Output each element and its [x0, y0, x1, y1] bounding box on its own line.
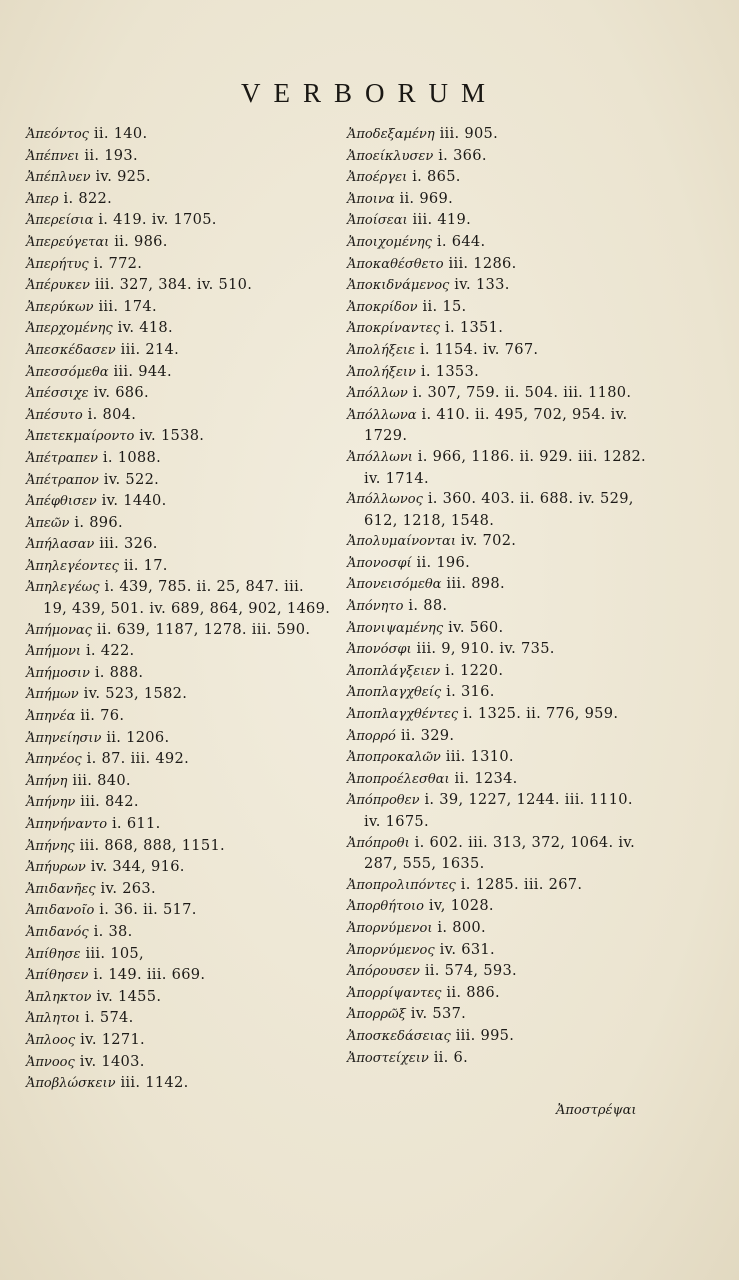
- references: iv, 1028.: [428, 897, 494, 915]
- index-entry: [347, 596, 652, 618]
- headword: Ἀπήμοσιν: [26, 665, 90, 681]
- headword: Ἀπιδανοῖο: [26, 903, 95, 919]
- index-entry: [26, 792, 331, 814]
- headword: Ἀπόλλωνα: [347, 407, 417, 423]
- index-entry: [26, 922, 331, 944]
- references: ii. 193.: [84, 146, 138, 164]
- headword: Ἀπηνέα: [26, 709, 76, 725]
- references: i. 1325. ii. 776, 959.: [463, 705, 619, 723]
- references: i. 88.: [408, 597, 448, 615]
- headword: Ἀπήνη: [26, 773, 68, 789]
- references: i. 410. ii. 495, 702, 954. iv. 1729.: [364, 405, 628, 445]
- headword: Ἀποδεξαμένη: [347, 127, 435, 142]
- headword: Ἀπλοος: [26, 1032, 76, 1048]
- index-entry: [347, 167, 652, 189]
- index-entry: [347, 297, 652, 319]
- headword: Ἀπόλλων: [347, 386, 408, 402]
- index-entry: [347, 639, 652, 661]
- references: iv. 560.: [448, 618, 504, 636]
- index-entry: [26, 470, 331, 492]
- references: iii. 327, 384. iv. 510.: [94, 276, 253, 294]
- headword: Ἀπληκτον: [26, 989, 92, 1005]
- index-entry: [347, 318, 652, 340]
- headword: Ἀπετεκμαίροντο: [26, 429, 135, 445]
- headword: Ἀπονοσφί: [347, 555, 412, 571]
- headword: Ἀπνοος: [26, 1054, 75, 1070]
- references: i. 822.: [63, 189, 113, 207]
- references: iv. 263.: [100, 879, 156, 897]
- references: iii. 214.: [120, 340, 180, 358]
- headword: Ἀποέργει: [347, 170, 408, 186]
- references: i. 419. iv. 1705.: [98, 211, 217, 229]
- index-entry: [347, 726, 652, 748]
- references: iii. 944.: [113, 362, 172, 380]
- headword: Ἀπόπροθεν: [347, 793, 420, 809]
- headword: Ἀπόνητο: [347, 599, 404, 615]
- index-entry: [26, 534, 331, 556]
- references: iii. 842.: [80, 793, 139, 811]
- references: ii. 986.: [114, 232, 168, 250]
- references: i. 38.: [93, 922, 133, 940]
- index-entry: [26, 900, 331, 922]
- index-entry: [347, 362, 652, 384]
- index-entry: [347, 447, 652, 489]
- index-entry: [26, 857, 331, 879]
- index-entry: [347, 1004, 652, 1026]
- index-column-left: [26, 124, 331, 1095]
- index-entry: [26, 254, 331, 276]
- index-entry: [26, 362, 331, 384]
- references: i. 644.: [436, 232, 486, 250]
- references: i. 966, 1186. ii. 929. iii. 1282. iv. 1714.: [364, 447, 646, 487]
- references: i. 574.: [85, 1009, 134, 1027]
- headword: Ἀπόλλωνος: [347, 492, 423, 508]
- headword: Ἀπορρίψαντες: [347, 985, 442, 1001]
- headword: Ἀπονόσφι: [347, 642, 412, 658]
- headword: Ἀπηλεγέως: [26, 580, 100, 596]
- headword: Ἀπερείσια: [26, 213, 94, 229]
- headword: Ἀπήλασαν: [26, 537, 95, 553]
- headword: Ἀπεῶν: [26, 515, 70, 531]
- index-entry: [26, 167, 331, 189]
- references: i. 1353.: [420, 362, 480, 380]
- index-entry: [347, 1048, 652, 1070]
- index-entry: [347, 682, 652, 704]
- headword: Ἀπερχομένης: [26, 321, 113, 337]
- headword: Ἀπολήξειν: [347, 364, 416, 380]
- headword: Ἀποπλαγχθείς: [347, 685, 442, 701]
- index-entry: [26, 275, 331, 297]
- references: iv. 133.: [454, 276, 510, 294]
- references: ii. 140.: [93, 125, 148, 142]
- index-entry: [26, 641, 331, 663]
- references: iv. 702.: [460, 532, 517, 550]
- headword: Ἀπήμων: [26, 687, 79, 703]
- index-entry: [26, 426, 331, 448]
- references: ii. 6.: [433, 1048, 469, 1066]
- headword: Ἀπιδανῆες: [26, 881, 96, 897]
- references: iv. 523, 1582.: [83, 685, 188, 703]
- references: ii. 1206.: [106, 728, 170, 746]
- headword: Ἀπιδανός: [26, 924, 89, 940]
- index-entry: [347, 940, 652, 962]
- index-entry: [26, 405, 331, 427]
- index-entry: [26, 383, 331, 405]
- index-entry: [347, 124, 652, 146]
- index-entry: [347, 405, 652, 447]
- references: ii. 1234.: [454, 769, 518, 787]
- index-entry: [347, 383, 652, 405]
- headword: Ἀπορθήτοιο: [347, 899, 424, 915]
- headword: Ἀποίσεαι: [347, 213, 408, 229]
- headword: Ἀπολυμαίνονται: [347, 534, 456, 550]
- index-entry: [26, 318, 331, 340]
- headword: Ἀποπρολιπόντες: [347, 877, 456, 893]
- index-entry: [347, 189, 652, 211]
- index-entry: [26, 684, 331, 706]
- index-entry: [347, 340, 652, 362]
- headword: Ἀπέσσιχε: [26, 386, 89, 402]
- headword: Ἀπλητοι: [26, 1011, 81, 1027]
- references: iii. 905.: [439, 125, 499, 142]
- index-entry: [26, 987, 331, 1009]
- index-entry: [347, 983, 652, 1005]
- references: iii. 105,: [85, 944, 144, 962]
- references: iv. 537.: [410, 1005, 467, 1023]
- index-entry: [347, 618, 652, 640]
- index-entry: [26, 146, 331, 168]
- index-entry: [347, 790, 652, 832]
- index-entry: [26, 1052, 331, 1074]
- references: i. 87. iii. 492.: [86, 750, 190, 768]
- index-entry: [26, 124, 331, 146]
- headword: Ἀπήνης: [26, 838, 75, 854]
- references: i. 149. iii. 669.: [93, 966, 206, 984]
- headword: Ἀπέρυκεν: [26, 278, 90, 294]
- references: iv. 418.: [117, 319, 173, 337]
- headword: Ἀποπροέλεσθαι: [347, 771, 450, 787]
- references: i. 316.: [446, 683, 495, 701]
- headword: Ἀποινα: [347, 191, 395, 207]
- references: ii. 76.: [80, 707, 125, 725]
- index-entry: [26, 210, 331, 232]
- references: iv. 1455.: [96, 987, 162, 1005]
- index-entry: [26, 556, 331, 578]
- references: iv. 686.: [93, 384, 149, 402]
- index-entry: [26, 879, 331, 901]
- index-entry: [26, 1008, 331, 1030]
- references: iv. 631.: [439, 940, 495, 958]
- headword: Ἀπερύκων: [26, 299, 94, 315]
- references: iii. 174.: [98, 297, 157, 315]
- headword: Ἀπέπλυεν: [26, 170, 91, 186]
- references: i. 1285. iii. 267.: [460, 875, 583, 893]
- references: iii. 326.: [99, 535, 158, 553]
- headword: Ἀποκρίδον: [347, 299, 418, 315]
- references: ii. 329.: [400, 726, 455, 744]
- headword: Ἀπόρουσεν: [347, 964, 420, 980]
- headword: Ἀποβλώσκειν: [26, 1076, 116, 1092]
- catchword: Ἀποστρέψαι: [556, 1103, 637, 1118]
- references: iv. 1538.: [139, 427, 205, 445]
- references: ii. 196.: [416, 553, 471, 571]
- index-entry: [26, 771, 331, 793]
- index-entry: [26, 944, 331, 966]
- index-entry: [26, 1073, 331, 1095]
- references: ii. 969.: [399, 189, 454, 207]
- headword: Ἀπέσυτο: [26, 407, 83, 423]
- index-entry: [347, 769, 652, 791]
- index-entry: [26, 663, 331, 685]
- references: ii. 574, 593.: [424, 962, 517, 980]
- index-entry: [347, 553, 652, 575]
- references: iv. 522.: [103, 470, 160, 488]
- references: i. 1351.: [445, 319, 504, 337]
- headword: Ἀπονιψαμένης: [347, 620, 444, 636]
- references: iv. 344, 916.: [90, 858, 185, 876]
- references: i. 1088.: [102, 448, 162, 466]
- headword: Ἀποκρίναντες: [347, 321, 441, 337]
- index-entry: [347, 210, 652, 232]
- headword: Ἀπεόντος: [26, 127, 89, 142]
- references: i. 888.: [94, 663, 144, 681]
- headword: Ἀπίθησε: [26, 946, 81, 962]
- index-entry: [26, 728, 331, 750]
- index-entry: [26, 965, 331, 987]
- headword: Ἀπερ: [26, 191, 59, 207]
- index-entry: [347, 704, 652, 726]
- index-entry: [347, 146, 652, 168]
- headword: Ἀπερήτυς: [26, 256, 89, 272]
- references: ii. 17.: [123, 556, 168, 574]
- headword: Ἀπέφθισεν: [26, 494, 97, 510]
- index-entry: [26, 749, 331, 771]
- index-entry: [347, 747, 652, 769]
- references: iv. 1403.: [79, 1052, 145, 1070]
- references: iii. 9, 910. iv. 735.: [416, 640, 555, 658]
- references: iv. 1440.: [101, 492, 167, 510]
- index-entry: [26, 491, 331, 513]
- references: iii. 419.: [412, 211, 472, 229]
- headword: Ἀπορρῶξ: [347, 1007, 406, 1023]
- headword: Ἀποπλαγχθέντες: [347, 707, 459, 723]
- index-entry: [347, 875, 652, 897]
- references: i. 366.: [438, 146, 487, 164]
- index-entry: [347, 961, 652, 983]
- references: i. 360. 403. ii. 688. iv. 529, 612, 1218, 1548.: [364, 490, 634, 529]
- index-entry: [26, 1030, 331, 1052]
- headword: Ἀποπλάγξειεν: [347, 663, 441, 679]
- headword: Ἀπορνύμενος: [347, 942, 435, 958]
- index-entry: [347, 574, 652, 596]
- headword: Ἀποσκεδάσειας: [347, 1028, 451, 1044]
- references: iv. 1271.: [80, 1030, 145, 1048]
- headword: Ἀπηλεγέοντες: [26, 558, 119, 574]
- index-entry: [26, 232, 331, 254]
- references: i. 39, 1227, 1244. iii. 1110. iv. 1675.: [364, 791, 633, 830]
- headword: Ἀπόπροθι: [347, 835, 410, 851]
- index-entry: [26, 814, 331, 836]
- references: ii. 15.: [422, 297, 467, 315]
- index-entry: [26, 620, 331, 642]
- headword: Ἀπίθησεν: [26, 968, 89, 984]
- index-column-right: [347, 124, 652, 1069]
- references: i. 602. iii. 313, 372, 1064. iv. 287, 555, 1635.: [364, 833, 636, 873]
- headword: Ἀπηνείησιν: [26, 730, 102, 746]
- references: iii. 1286.: [448, 254, 517, 272]
- references: i. 804.: [87, 405, 137, 423]
- headword: Ἀπολήξειε: [347, 342, 415, 358]
- headword: Ἀπήμονι: [26, 644, 81, 660]
- index-entry: [26, 836, 331, 858]
- references: iii. 898.: [446, 575, 505, 593]
- index-entry: [26, 577, 331, 619]
- references: i. 611.: [111, 815, 161, 832]
- references: iii. 995.: [455, 1026, 515, 1044]
- references: i. 896.: [74, 513, 123, 531]
- headword: Ἀπηνήναντο: [26, 817, 108, 832]
- references: iii. 868, 888, 1151.: [79, 836, 225, 854]
- headword: Ἀποστείχειν: [347, 1050, 429, 1066]
- index-entry: [347, 918, 652, 940]
- index-entry: [347, 661, 652, 683]
- references: iii. 1310.: [445, 748, 514, 766]
- headword: Ἀποκαθέσθετο: [347, 256, 444, 272]
- index-entry: [347, 896, 652, 918]
- index-entry: [347, 254, 652, 276]
- index-entry: [26, 513, 331, 535]
- references: i. 36. ii. 517.: [99, 901, 197, 919]
- references: iii. 840.: [72, 771, 131, 789]
- index-entry: [26, 340, 331, 362]
- references: iv. 925.: [95, 168, 151, 186]
- headword: Ἀπόλλωνι: [347, 449, 413, 465]
- headword: Ἀπορρό: [347, 728, 396, 744]
- headword: Ἀπερεύγεται: [26, 234, 110, 250]
- index-entry: [26, 189, 331, 211]
- references: ii. 639, 1187, 1278. iii. 590.: [96, 620, 311, 638]
- headword: Ἀπήνην: [26, 795, 76, 811]
- headword: Ἀπέτραπεν: [26, 450, 98, 466]
- index-entry: [347, 489, 652, 531]
- headword: Ἀπεσσόμεθα: [26, 364, 109, 380]
- index-entry: [347, 1026, 652, 1048]
- headword: Ἀποπροκαλῶν: [347, 750, 441, 766]
- references: i. 439, 785. ii. 25, 847. iii. 19, 439, 501. iv. 689, 864, 902, 1469.: [43, 578, 331, 618]
- page-title: VERBORUM: [240, 78, 499, 108]
- headword: Ἀπηνέος: [26, 752, 82, 768]
- headword: Ἀπονεισόμεθα: [347, 577, 442, 593]
- references: i. 422.: [85, 642, 135, 660]
- headword: Ἀπεσκέδασεν: [26, 342, 116, 358]
- headword: Ἀπήμονας: [26, 622, 92, 638]
- references: i. 772.: [93, 254, 143, 272]
- index-entry: [26, 297, 331, 319]
- headword: Ἀπέτραπον: [26, 472, 99, 488]
- headword: Ἀπορνύμενοι: [347, 920, 433, 936]
- references: i. 865.: [412, 168, 461, 186]
- index-entry: [347, 833, 652, 875]
- index-entry: [26, 448, 331, 470]
- headword: Ἀποιχομένης: [347, 234, 432, 250]
- references: iii. 1142.: [120, 1074, 189, 1092]
- headword: Ἀπήυρων: [26, 860, 86, 876]
- headword: Ἀποκιδνάμενος: [347, 278, 450, 294]
- index-entry: [347, 232, 652, 254]
- references: ii. 886.: [446, 983, 500, 1001]
- index-entry: [347, 275, 652, 297]
- references: i. 1220.: [445, 661, 504, 679]
- index-entry: [347, 531, 652, 553]
- headword: Ἀπέπνει: [26, 148, 80, 164]
- index-entry: [26, 706, 331, 728]
- references: i. 1154. iv. 767.: [419, 340, 539, 358]
- headword: Ἀποείκλυσεν: [347, 148, 434, 164]
- references: i. 307, 759. ii. 504. iii. 1180.: [412, 384, 632, 402]
- references: i. 800.: [437, 918, 486, 936]
